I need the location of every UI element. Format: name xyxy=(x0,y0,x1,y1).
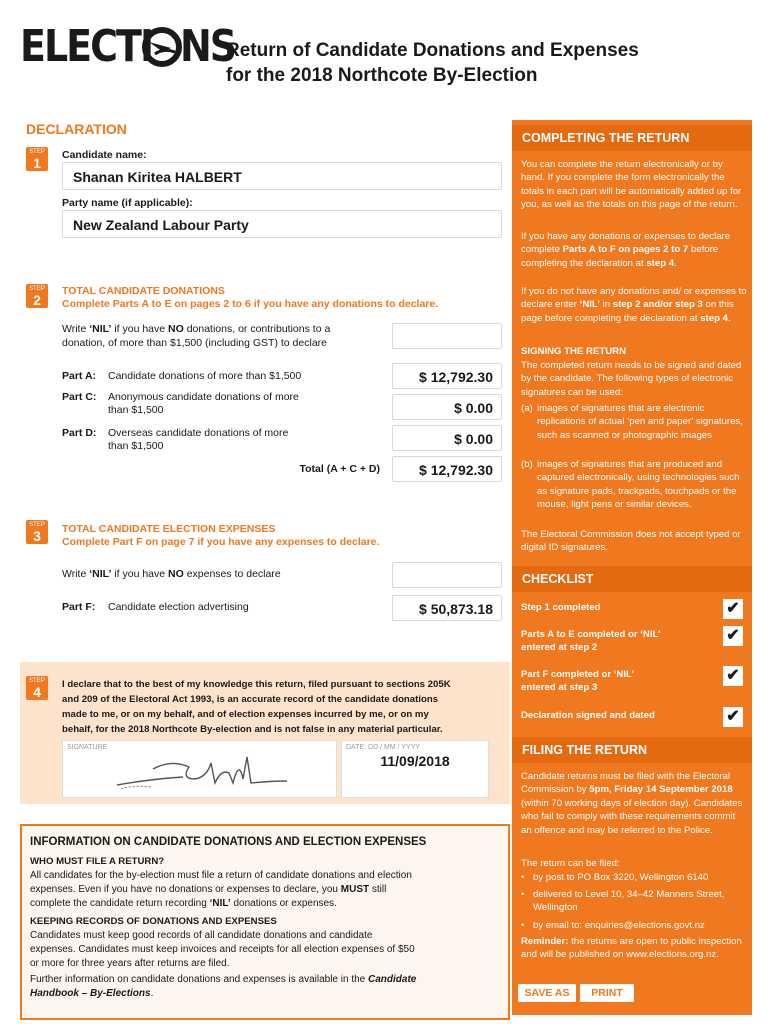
declaration-heading: DECLARATION xyxy=(26,121,127,137)
part-f-amount-field[interactable]: $ 50,873.18 xyxy=(392,595,502,621)
checkbox-icon[interactable]: ✔ xyxy=(723,707,743,727)
date-value: 11/09/2018 xyxy=(380,753,450,769)
part-c-label: Part C: Anonymous candidate donations of more than $1,500 xyxy=(62,391,299,416)
signing-item-a: (a) images of signatures that are electronic replications of actual ‘pen and paper’ signatures, such as scanned or photographic images xyxy=(521,403,743,441)
info-heading: INFORMATION ON CANDIDATE DONATIONS AND ELECTION EXPENSES xyxy=(30,836,427,848)
part-a-amount-field[interactable]: $ 12,792.30 xyxy=(392,363,502,389)
step-2-nil-instruction: Write ‘NIL’ if you have NO donations, or contributions to a donation, of more than $1,500 (including GST) to declare xyxy=(62,323,331,349)
signing-heading: SIGNING THE RETURN xyxy=(521,346,627,357)
completing-paragraph-3: If you do not have any donations and/ or expenses to declare enter ‘NIL’ in step 2 and/or step 3 on this page before completing the declaration at step 4. xyxy=(521,286,747,324)
step-3-nil-instruction: Write ‘NIL’ if you have NO expenses to declare xyxy=(62,568,281,580)
declaration-statement: I declare that to the best of my knowledge this return, filed pursuant to sections 205K and 209 of the Electoral Act 1993, is an accurate record of the candidate donations made to me, or on my behalf, and of election expenses incurred by me, or on my behalf, for the 2018 Northcote By-election and is not false in any material particular. xyxy=(62,679,451,735)
keep-heading: KEEPING RECORDS OF DONATIONS AND EXPENSES xyxy=(30,916,277,927)
checklist-item: Parts A to E completed or ‘NIL’ entered at step 2 ✔ xyxy=(521,628,743,654)
elections-logo xyxy=(20,20,236,72)
checkbox-icon[interactable]: ✔ xyxy=(723,599,743,619)
donations-nil-field[interactable] xyxy=(392,323,502,349)
step-3-badge: STEP 3 xyxy=(26,520,48,544)
candidate-name-label: Candidate name: xyxy=(62,149,147,161)
completing-heading: COMPLETING THE RETURN xyxy=(512,125,752,151)
further-info-text: Further information on candidate donations and expenses is available in the Candidate Handbook – By-Elections. xyxy=(30,974,417,999)
party-name-label: Party name (if applicable): xyxy=(62,197,193,209)
date-label: DATE: DD / MM / YYYY xyxy=(346,744,421,751)
who-heading: WHO MUST FILE A RETURN? xyxy=(30,856,165,867)
checklist-item: Part F completed or ‘NIL’ entered at step 3 ✔ xyxy=(521,668,743,694)
logo-o-emblem-icon xyxy=(141,26,183,68)
information-box xyxy=(20,824,510,1020)
reminder-text: Reminder: the returns are open to public inspection and will be published on www.elections.org.nz. xyxy=(521,936,742,961)
filing-methods-intro: The return can be filed: xyxy=(521,858,620,869)
checklist-item: Step 1 completed ✔ xyxy=(521,601,743,614)
part-d-label: Part D: Overseas candidate donations of more than $1,500 xyxy=(62,427,289,452)
print-button[interactable]: PRINT xyxy=(580,984,634,1002)
part-c-amount-field[interactable]: $ 0.00 xyxy=(392,394,502,420)
step-3-heading: TOTAL CANDIDATE ELECTION EXPENSES Complete Part F on page 7 if you have any expenses to declare. xyxy=(62,523,380,548)
step-2-badge: STEP 2 xyxy=(26,284,48,308)
signing-paragraph: The completed return needs to be signed and dated by the candidate. The following types of electronic signatures can be used: xyxy=(521,360,742,398)
total-donations-field[interactable]: $ 12,792.30 xyxy=(392,456,502,482)
save-as-button[interactable]: SAVE AS xyxy=(518,984,576,1002)
keep-text: Candidates must keep good records of all candidate donations and candidate expenses. Candidates must keep invoices and receipts for all election expenses of $50 or more for three years after returns are filed. xyxy=(30,930,415,969)
sidebar xyxy=(512,120,752,1015)
signing-item-b: (b) images of signatures that are produced and captured electronically, using technologies such as signature pads, trackpads, touchpads or the mouse, light pens or similar devices. xyxy=(521,459,740,511)
checkbox-icon[interactable]: ✔ xyxy=(723,666,743,686)
checklist-item: Declaration signed and dated ✔ xyxy=(521,709,743,722)
filing-method-post: • by post to PO Box 3220, Wellington 6140 xyxy=(521,872,709,883)
filing-paragraph: Candidate returns must be filed with the Electoral Commission by 5pm, Friday 14 September 2018 (within 70 working days of election day). Candidates who fail to comply with these requirements commit an offence and may be referred to the Police. xyxy=(521,771,743,836)
checklist-heading: CHECKLIST xyxy=(512,566,752,592)
signature-field[interactable] xyxy=(62,740,337,798)
signing-note: The Electoral Commission does not accept typed or digital ID signatures. xyxy=(521,529,741,554)
part-a-label: Part A: Candidate donations of more than $1,500 xyxy=(62,370,302,382)
signature-image-icon xyxy=(111,749,291,795)
candidate-name-field[interactable]: Shanan Kiritea HALBERT xyxy=(62,162,502,190)
who-text: All candidates for the by-election must file a return of candidate donations and election expenses. Even if you have no donations or expenses to declare, you MUST still complete the candidate return recording ‘NIL’ donations or expenses. xyxy=(30,870,412,909)
signature-label: SIGNATURE xyxy=(67,744,108,751)
logo-text-right: NS xyxy=(180,20,236,72)
completing-paragraph-2: If you have any donations or expenses to declare complete Parts A to F on pages 2 to 7 before completing the declaration at step 4. xyxy=(521,231,731,269)
filing-heading: FILING THE RETURN xyxy=(512,737,752,763)
logo-text-left: ELECTI xyxy=(20,20,153,72)
step-2-heading: TOTAL CANDIDATE DONATIONS Complete Parts A to E on pages 2 to 6 if you have any donations to declare. xyxy=(62,285,439,310)
date-field[interactable] xyxy=(341,740,489,798)
expenses-nil-field[interactable] xyxy=(392,562,502,588)
page-title: Return of Candidate Donations and Expenses for the 2018 Northcote By-Election xyxy=(226,40,639,86)
party-name-field[interactable]: New Zealand Labour Party xyxy=(62,210,502,238)
step-4-badge: STEP 4 xyxy=(26,676,48,700)
part-f-label: Part F: Candidate election advertising xyxy=(62,601,249,613)
step-1-badge: STEP 1 xyxy=(26,147,48,171)
checkbox-icon[interactable]: ✔ xyxy=(723,626,743,646)
completing-paragraph-1: You can complete the return electronically or by hand. If you complete the form electronically the totals in each part will be automatically added up for you, as well as the totals on this page of the return. xyxy=(521,159,742,211)
filing-method-email: • by email to: enquiries@elections.govt.nz xyxy=(521,920,705,931)
filing-method-delivery: • delivered to Level 10, 34–42 Manners Street, Wellington xyxy=(521,889,725,914)
total-label: Total (A + C + D) xyxy=(299,463,380,475)
part-d-amount-field[interactable]: $ 0.00 xyxy=(392,425,502,451)
